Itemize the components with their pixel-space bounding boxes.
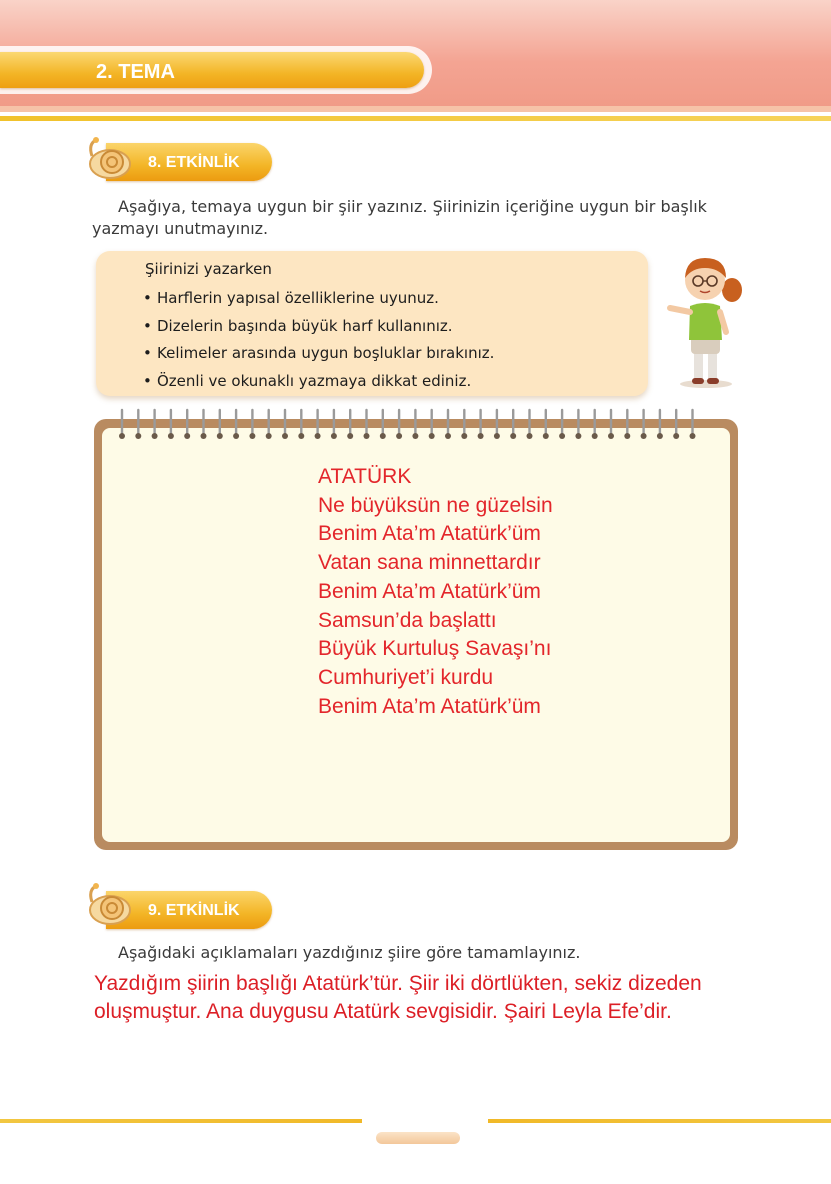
poem-line: Benim Ata’m Atatürk’üm	[318, 522, 541, 546]
poem-line: Samsun’da başlattı	[318, 608, 497, 632]
bullet-icon: •	[143, 371, 152, 390]
girl-illustration	[660, 250, 750, 390]
tips-item: • Özenli ve okunaklı yazmaya dikkat ediniz.	[143, 368, 494, 396]
bullet-icon: •	[143, 316, 152, 335]
tips-title: Şiirinizi yazarken	[145, 260, 272, 278]
tips-list	[143, 285, 494, 395]
poem-line: Cumhuriyet’i kurdu	[318, 665, 494, 689]
activity9-label: 9. ETKİNLİK	[148, 902, 240, 919]
activity9-answer: Yazdığım şiirin başlığı Atatürk’tür. Şiir iki dörtlükten, sekiz dizeden oluşmuştur. Ana duygusu Atatürk sevgisidir. Şairi Leyla Efe’dir.	[94, 972, 702, 1023]
activity8-label: 8. ETKİNLİK	[148, 154, 240, 171]
activity9-instruction: Aşağıdaki açıklamaları yazdığınız şiire göre tamamlayınız.	[118, 943, 581, 962]
poem-line: Büyük Kurtuluş Savaşı’nı	[318, 637, 552, 661]
tema-bar	[0, 52, 424, 88]
tips-item: • Harflerin yapısal özelliklerine uyunuz.	[143, 285, 494, 313]
header-rule	[0, 116, 831, 121]
tema-label: 2. TEMA	[96, 61, 175, 83]
poem-line: Vatan sana minnettardır	[318, 551, 541, 575]
snail-icon	[84, 880, 134, 926]
bullet-icon: •	[143, 344, 152, 362]
poem-line: Ne büyüksün ne güzelsin	[318, 493, 553, 517]
poem-line: Benim Ata’m Atatürk’üm	[318, 579, 541, 603]
bullet-icon: •	[143, 289, 152, 307]
poem	[318, 463, 553, 721]
poem-title: ATATÜRK	[318, 465, 412, 488]
tips-item: • Kelimeler arasında uygun boşluklar bırakınız.	[143, 340, 494, 368]
activity8-instruction: Aşağıya, temaya uygun bir şiir yazınız. Şiirinizin içeriğine uygun bir başlık yazmayı unutmayınız.	[92, 197, 707, 238]
snail-icon	[84, 134, 134, 180]
footer-rule-left	[0, 1119, 362, 1123]
poem-line: Benim Ata’m Atatürk’üm	[318, 694, 541, 718]
footer-rule-right	[488, 1119, 831, 1123]
tips-item: • Dizelerin başında büyük harf kullanınız.	[143, 313, 494, 341]
page-number-tab	[376, 1132, 460, 1144]
